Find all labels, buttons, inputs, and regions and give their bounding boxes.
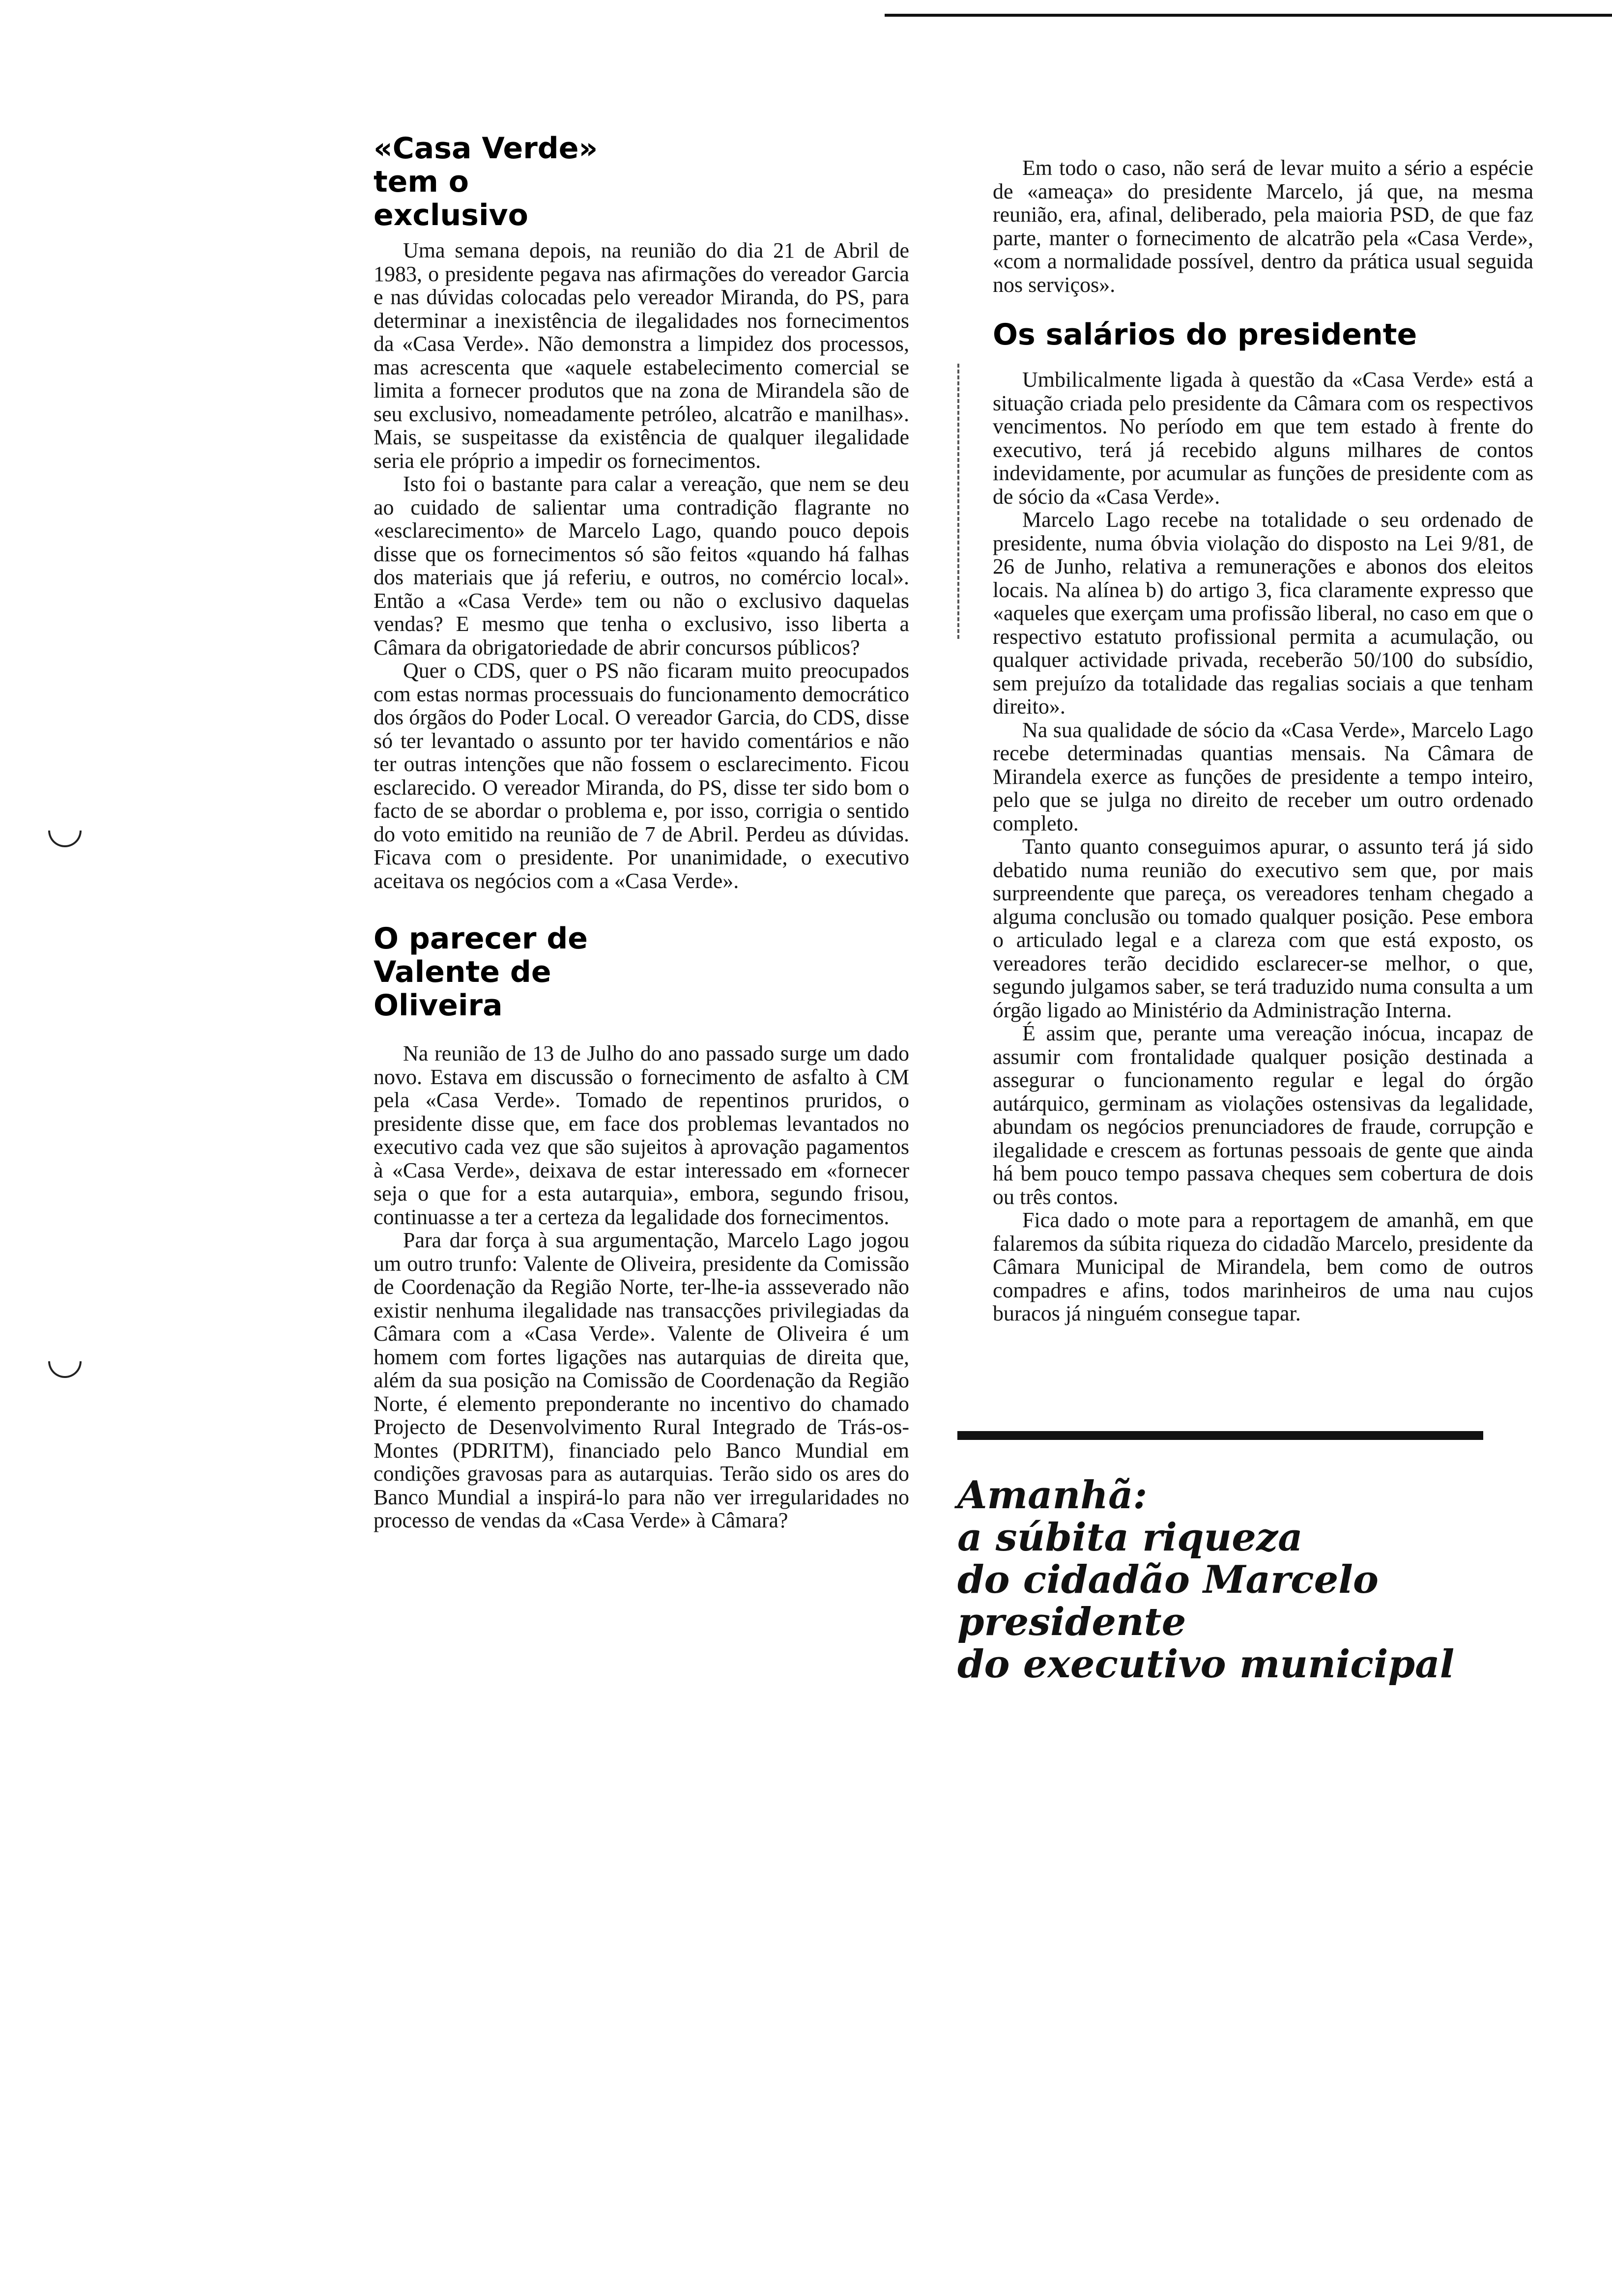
left-column: [374, 132, 909, 1532]
section-heading-casa-verde: «Casa Verde» tem o exclusivo: [374, 131, 598, 232]
promo-line: presidente: [957, 1600, 1186, 1644]
promo-line: do executivo municipal: [957, 1642, 1455, 1687]
binder-hole-mark: [48, 1361, 82, 1378]
paragraph: Na sua qualidade de sócio da «Casa Verde», Marcelo Lago recebe determinadas quantias mensais. Na Câmara de Mirandela exerce as funções de presidente a tempo inteiro, pelo que se julga no direito de receber um outro ordenado completo.: [993, 718, 1533, 835]
promo-line: Amanhã:: [957, 1473, 1148, 1518]
binder-hole-mark: [48, 831, 82, 847]
top-rule: [885, 14, 1612, 17]
right-column: [993, 156, 1533, 1325]
tomorrow-promo: [957, 1474, 1537, 1686]
paragraph: Uma semana depois, na reunião do dia 21 de Abril de 1983, o presidente pegava nas afirmações do vereador Garcia e nas dúvidas colocadas pelo vereador Miranda, do PS, para determinar a inexistência de ilegalidades nos fornecimentos da «Casa Verde». Não demonstra a limpidez dos processos, mas acrescenta que «aquele estabelecimento comercial se limita a fornecer produtos que na zona de Mirandela são de seu exclusivo, nomeadamente petróleo, alcatrão e manilhas». Mais, se suspeitasse da existência de qualquer ilegalidade seria ele próprio a impedir os fornecimentos.: [374, 238, 909, 473]
column-divider: [957, 364, 959, 639]
paragraph: Marcelo Lago recebe na totalidade o seu ordenado de presidente, numa óbvia violação do disposto na Lei 9/81, de 26 de Junho, relativa a remunerações e abonos dos eleitos locais. Na alínea b) do artigo 3, fica claramente expresso que «aqueles que exerçam uma profissão liberal, no caso em que o respectivo estatuto profissional permita a acumulação, ou qualquer actividade privada, receberão 50/100 do subsídio, sem prejuízo da totalidade das regalias sociais a que tenham direito».: [993, 508, 1533, 718]
paragraph: Isto foi o bastante para calar a vereação, que nem se deu ao cuidado de salientar uma contradição flagrante no «esclarecimento» de Marcelo Lago, quando pouco depois disse que os fornecimentos só são feitos «quando há falhas dos materiais que já referiu, e outros, no comércio local». Então a «Casa Verde» tem ou não o exclusivo daquelas vendas? E mesmo que tenha o exclusivo, isso liberta a Câmara da obrigatoriedade de abrir concursos públicos?: [374, 472, 909, 660]
paragraph: Para dar força à sua argumentação, Marcelo Lago jogou um outro trunfo: Valente de Oliveira, presidente da Comissão de Coordenação da Região Norte, ter-lhe-ia assseverado não existir nenhuma ilegalidade nas transacções privilegiadas da Câmara com a «Casa Verde». Valente de Oliveira é um homem com fortes ligações nas autarquias de direita que, além da sua posição na Comissão de Coordenação da Região Norte, é elemento preponderante no incentivo do chamado Projecto de Desenvolvimento Rural Integrado de Trás-os-Montes (PDRITM), financiado pelo Banco Mundial em condições gravosas para as autarquias. Terão sido os ares do Banco Mundial a inspirá-lo para não ver irregularidades no processo de vendas da «Casa Verde» à Câmara?: [374, 1228, 909, 1532]
section-heading-parecer: O parecer de Valente de Oliveira: [374, 921, 588, 1023]
paragraph: É assim que, perante uma vereação inócua, incapaz de assumir com frontalidade qualquer posição destinada a assegurar o funcionamento regular e legal do órgão autárquico, germinam as violações ostensivas da legalidade, abundam os negócios prenunciadores de fraude, corrupção e ilegalidade e crescem as fortunas pessoais de gente que ainda há bem pouco tempo passava cheques sem cobertura de dois ou três contos.: [993, 1021, 1533, 1209]
promo-line: a súbita riqueza: [957, 1515, 1303, 1560]
paragraph: Fica dado o mote para a reportagem de amanhã, em que falaremos da súbita riqueza do cidadão Marcelo, presidente da Câmara Municipal de Mirandela, bem como de outros compadres e afins, todos marinheiros de uma nau cujos buracos já ninguém consegue tapar.: [993, 1208, 1533, 1325]
promo-line: do cidadão Marcelo: [957, 1557, 1379, 1602]
paragraph: Tanto quanto conseguimos apurar, o assunto terá já sido debatido numa reunião do executivo sem que, por mais surpreendente que pareça, os vereadores tenham chegado a alguma conclusão ou tomado qualquer posição. Pese embora o articulado legal e a clareza com que está exposto, os vereadores terão decidido esclarecer-se melhor, o que, segundo julgamos saber, se terá traduzido numa consulta a um órgão ligado ao Ministério da Administração Interna.: [993, 834, 1533, 1022]
paragraph: Na reunião de 13 de Julho do ano passado surge um dado novo. Estava em discussão o fornecimento de asfalto à CM pela «Casa Verde». Tomado de repentinos pruridos, o presidente disse que, em face dos problemas levantados no executivo cada vez que são sujeitos à aprovação pagamentos à «Casa Verde», deixava de estar interessado em «fornecer seja o que for a esta autarquia», embora, segundo frisou, continuasse a ter a certeza da legalidade dos fornecimentos.: [374, 1041, 909, 1229]
promo-rule: [957, 1431, 1483, 1440]
paragraph: Quer o CDS, quer o PS não ficaram muito preocupados com estas normas processuais do funcionamento democrático dos órgãos do Poder Local. O vereador Garcia, do CDS, disse só ter levantado o assunto por ter havido comentários e não ter outras intenções que não fossem o esclarecimento. Ficou esclarecido. O vereador Miranda, do PS, disse ter sido bom o facto de se abordar o problema e, por isso, corrigia o sentido do voto emitido na reunião de 7 de Abril. Perdeu as dúvidas. Ficava com o presidente. Por unanimidade, o executivo aceitava os negócios com a «Casa Verde».: [374, 659, 909, 893]
paragraph: Umbilicalmente ligada à questão da «Casa Verde» está a situação criada pelo presidente da Câmara com os respectivos vencimentos. No período em que tem estado à frente do executivo, terá já recebido alguns milhares de contos indevidamente, por acumular as funções de presidente com as de sócio da «Casa Verde».: [993, 368, 1533, 509]
paragraph: Em todo o caso, não será de levar muito a sério a espécie de «ameaça» do presidente Marcelo, já que, na mesma reunião, era, afinal, deliberado, pela maioria PSD, de que faz parte, manter o fornecimento de alcatrão pela «Casa Verde», «com a normalidade possível, dentro da prática usual seguida nos serviços».: [993, 156, 1533, 297]
section-heading-salarios: Os salários do presidente: [993, 317, 1417, 352]
